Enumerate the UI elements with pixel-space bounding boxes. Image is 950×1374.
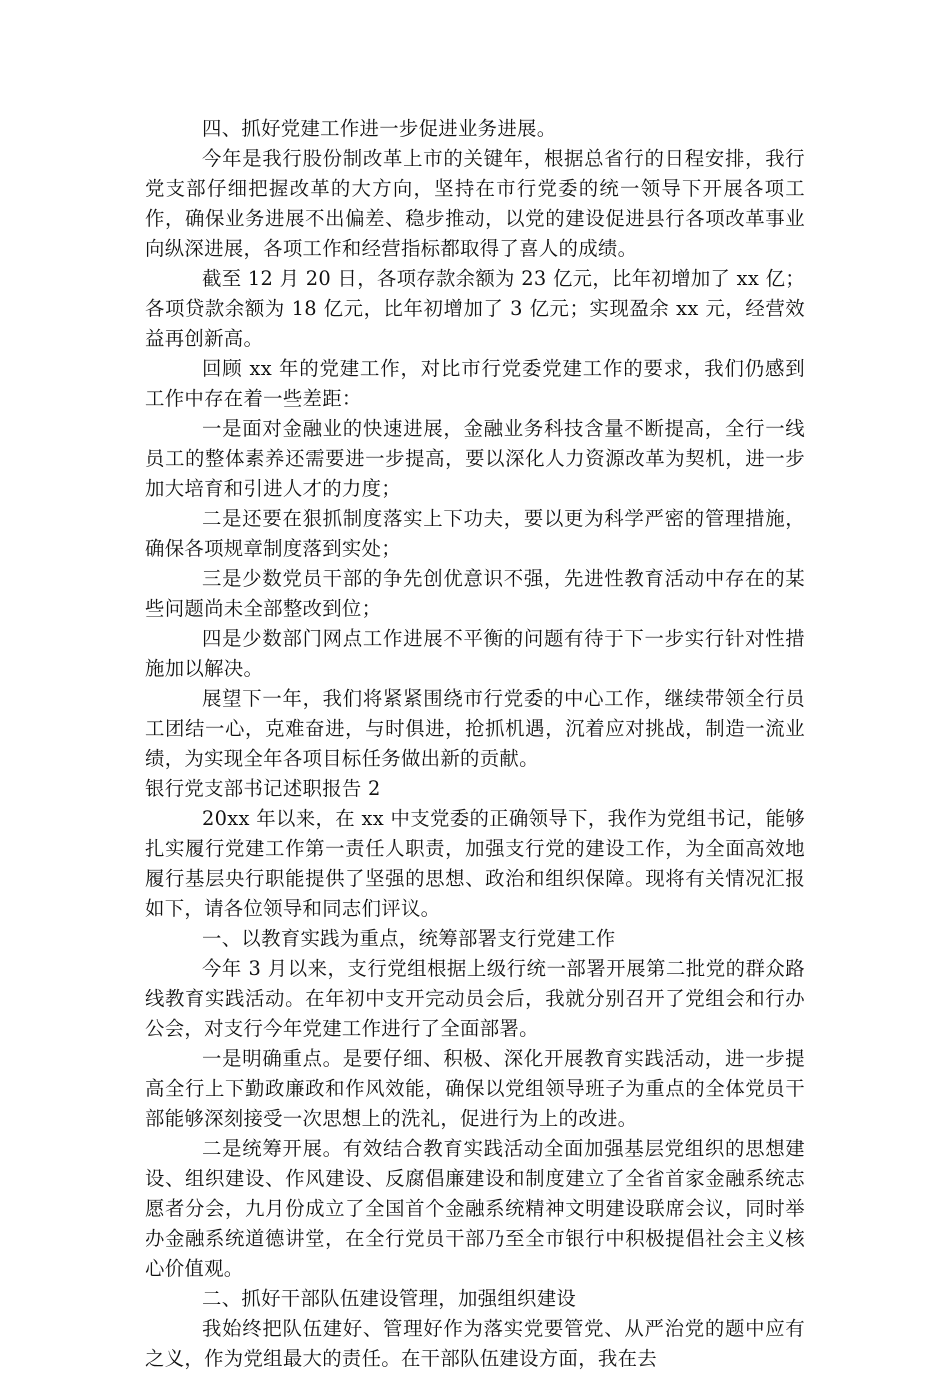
paragraph: 二是还要在狠抓制度落实上下功夫，要以更为科学严密的管理措施，确保各项规章制度落到实处； [145,507,805,560]
document-body [145,114,805,1374]
paragraph: 今年 3 月以来，支行党组根据上级行统一部署开展第二批党的群众路线教育实践活动。在年初中支开完动员会后，我就分别召开了党组会和行办公会，对支行今年党建工作进行了全面部署。 [145,957,805,1040]
paragraph: 一是面对金融业的快速进展，金融业务科技含量不断提高，全行一线员工的整体素养还需要进一步提高，要以深化人力资源改革为契机，进一步加大培育和引进人才的力度； [145,417,805,500]
paragraph: 展望下一年，我们将紧紧围绕市行党委的中心工作，继续带领全行员工团结一心，克难奋进，与时俱进，抢抓机遇，沉着应对挑战，制造一流业绩，为实现全年各项目标任务做出新的贡献。 [145,687,805,770]
paragraph: 我始终把队伍建好、管理好作为落实党要管党、从严治党的题中应有之义，作为党组最大的责任。在干部队伍建设方面，我在去 [145,1317,805,1370]
paragraph: 今年是我行股份制改革上市的关键年，根据总省行的日程安排，我行党支部仔细把握改革的大方向，坚持在市行党委的统一领导下开展各项工作，确保业务进展不出偏差、稳步推动，以党的建设促进县行各项改革事业向纵深进展，各项工作和经营指标都取得了喜人的成绩。 [145,147,805,260]
section-heading: 二、抓好干部队伍建设管理，加强组织建设 [202,1287,577,1310]
section-heading: 一、以教育实践为重点，统筹部署支行党建工作 [202,927,616,950]
paragraph: 一是明确重点。是要仔细、积极、深化开展教育实践活动，进一步提高全行上下勤政廉政和作风效能，确保以党组领导班子为重点的全体党员干部能够深刻接受一次思想上的洗礼，促进行为上的改进。 [145,1047,805,1130]
paragraph: 四是少数部门网点工作进展不平衡的问题有待于下一步实行针对性措施加以解决。 [145,627,805,680]
paragraph: 回顾 xx 年的党建工作，对比市行党委党建工作的要求，我们仍感到工作中存在着一些差距： [145,357,805,410]
section-heading: 四、抓好党建工作进一步促进业务进展。 [202,117,557,140]
paragraph: 20xx 年以来，在 xx 中支党委的正确领导下，我作为党组书记，能够扎实履行党建工作第一责任人职责，加强支行党的建设工作，为全面高效地履行基层央行职能提供了坚强的思想、政治和组织保障。现将有关情况汇报如下，请各位领导和同志们评议。 [145,807,805,920]
paragraph: 截至 12 月 20 日，各项存款余额为 23 亿元，比年初增加了 xx 亿；各项贷款余额为 18 亿元，比年初增加了 3 亿元；实现盈余 xx 元，经营效益再创新高。 [145,267,805,350]
paragraph: 三是少数党员干部的争先创优意识不强，先进性教育活动中存在的某些问题尚未全部整改到位； [145,567,805,620]
paragraph: 二是统筹开展。有效结合教育实践活动全面加强基层党组织的思想建设、组织建设、作风建设、反腐倡廉建设和制度建立了全省首家金融系统志愿者分会，九月份成立了全国首个金融系统精神文明建设联席会议，同时举办金融系统道德讲堂，在全行党员干部乃至全市银行中积极提倡社会主义核心价值观。 [145,1137,805,1280]
document-title: 银行党支部书记述职报告 2 [145,777,381,800]
